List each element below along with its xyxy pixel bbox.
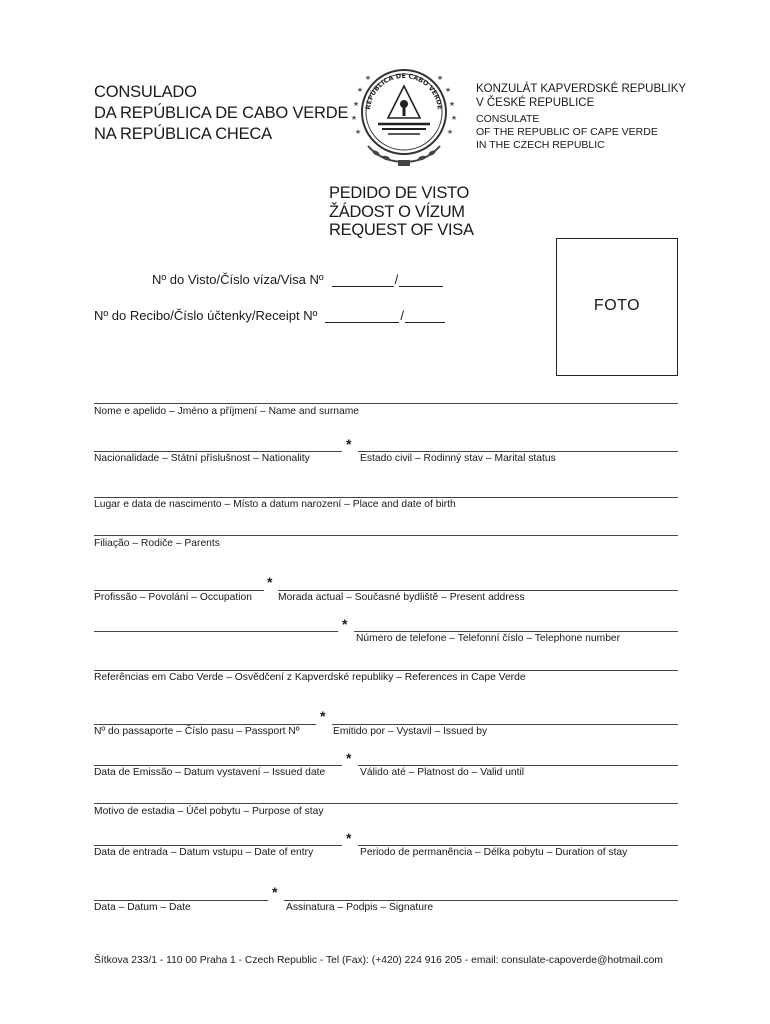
signature-label: Assinatura – Podpis – Signature xyxy=(286,902,434,913)
receipt-number-label: Nº do Recibo/Číslo účtenky/Receipt Nº xyxy=(94,308,318,323)
purpose-line[interactable] xyxy=(94,803,678,804)
references-label: Referências em Cabo Verde – Osvědčení z Kapverdské republiky – References in Cape Verde xyxy=(94,672,526,683)
separator-star: * xyxy=(272,884,278,900)
address-label: Morada actual – Současné bydliště – Present address xyxy=(278,592,525,603)
duration-line[interactable] xyxy=(358,845,678,846)
birth-label: Lugar e data de nascimento – Místo a datum narození – Place and date of birth xyxy=(94,499,456,510)
issued-by-line[interactable] xyxy=(332,724,678,725)
entry-date-line[interactable] xyxy=(94,845,342,846)
phone-line[interactable] xyxy=(354,631,678,632)
parents-label: Filiação – Rodiče – Parents xyxy=(94,538,220,549)
references-line[interactable] xyxy=(94,670,678,671)
svg-text:★: ★ xyxy=(450,114,458,122)
form-title xyxy=(329,184,474,240)
consulate-name-czech-english xyxy=(476,82,686,152)
valid-until-line[interactable] xyxy=(358,765,678,766)
visa-number-label: Nº do Visto/Číslo víza/Visa Nº xyxy=(152,272,324,287)
passport-label: Nº do passaporte – Číslo pasu – Passport Nº xyxy=(94,726,300,737)
receipt-number-field-1[interactable] xyxy=(325,310,399,323)
svg-text:★: ★ xyxy=(448,100,456,108)
occupation-label: Profissão – Povolání – Occupation xyxy=(94,592,252,603)
name-label: Nome e apelido – Jméno a příjmení – Name and surname xyxy=(94,406,359,417)
svg-text:★: ★ xyxy=(350,114,358,122)
svg-text:★: ★ xyxy=(436,74,444,82)
consulate-name-portuguese xyxy=(94,82,348,145)
svg-text:★: ★ xyxy=(364,74,372,82)
separator-star: * xyxy=(346,750,352,766)
entry-date-label: Data de entrada – Datum vstupu – Date of entry xyxy=(94,847,314,858)
svg-text:★: ★ xyxy=(444,86,452,94)
header-right-line-5: IN THE CZECH REPUBLIC xyxy=(476,139,605,151)
occupation-line[interactable] xyxy=(94,590,264,591)
separator-star: * xyxy=(346,436,352,452)
nationality-line[interactable] xyxy=(94,451,342,452)
visa-number-field-1[interactable] xyxy=(332,274,394,287)
seal-text: REPÚBLICA DE CABO VERDE xyxy=(364,71,444,111)
name-line[interactable] xyxy=(94,403,678,404)
visa-number-separator: / xyxy=(394,272,399,287)
separator-star: * xyxy=(267,574,273,590)
valid-until-label: Válido até – Platnost do – Valid until xyxy=(360,767,525,778)
photo-box[interactable] xyxy=(556,238,678,376)
footer-address: Šítkova 233/1 - 110 00 Praha 1 - Czech Republic - Tel (Fax): (+420) 224 916 205 - email: consulate-capoverde@hotmail.com xyxy=(94,955,663,966)
phone-label: Número de telefone – Telefonní číslo – Telephone number xyxy=(356,633,621,644)
header-right-line-4: OF THE REPUBLIC OF CAPE VERDE xyxy=(476,126,658,138)
address-line[interactable] xyxy=(278,590,678,591)
issued-by-label: Emitido por – Vystavil – Issued by xyxy=(333,726,488,737)
duration-label: Periodo de permanência – Délka pobytu – Duration of stay xyxy=(360,847,628,858)
address-line-2[interactable] xyxy=(94,631,338,632)
header-right-line-2: V ČESKÉ REPUBLICE xyxy=(476,97,595,109)
marital-label: Estado civil – Rodinný stav – Marital status xyxy=(360,453,556,464)
coat-of-arms-seal xyxy=(342,50,466,174)
svg-text:★: ★ xyxy=(352,100,360,108)
separator-star: * xyxy=(346,830,352,846)
marital-line[interactable] xyxy=(358,451,678,452)
photo-label: FOTO xyxy=(593,297,641,314)
purpose-label: Motivo de estadia – Účel pobytu – Purpose of stay xyxy=(94,806,324,817)
date-label: Data – Datum – Date xyxy=(94,902,191,913)
separator-star: * xyxy=(342,616,348,632)
receipt-number-separator: / xyxy=(400,308,404,323)
signature-line[interactable] xyxy=(284,900,678,901)
svg-text:★: ★ xyxy=(354,128,362,136)
parents-line[interactable] xyxy=(94,535,678,536)
date-line[interactable] xyxy=(94,900,268,901)
header-right-line-3: CONSULATE xyxy=(476,113,540,125)
issue-date-line[interactable] xyxy=(94,765,342,766)
header-left-line-3: NA REPÚBLICA CHECA xyxy=(94,125,272,143)
receipt-number-row xyxy=(94,308,445,323)
birth-line[interactable] xyxy=(94,497,678,498)
visa-number-field-2[interactable] xyxy=(399,274,443,287)
nationality-label: Nacionalidade – Státní příslušnost – Nationality xyxy=(94,453,310,464)
header-right-line-1: KONZULÁT KAPVERDSKÉ REPUBLIKY xyxy=(476,83,687,95)
receipt-number-field-2[interactable] xyxy=(405,310,445,323)
separator-star: * xyxy=(320,708,326,724)
svg-text:★: ★ xyxy=(446,128,454,136)
header-left-line-1: CONSULADO xyxy=(94,83,197,101)
svg-text:★: ★ xyxy=(356,86,364,94)
title-line-3: REQUEST OF VISA xyxy=(329,221,474,239)
passport-line[interactable] xyxy=(94,724,316,725)
title-line-1: PEDIDO DE VISTO xyxy=(329,184,470,202)
title-line-2: ŽÁDOST O VÍZUM xyxy=(329,202,465,221)
visa-number-row xyxy=(152,272,443,287)
header-left-line-2: DA REPÚBLICA DE CABO VERDE xyxy=(94,104,349,122)
issue-date-label: Data de Emissão – Datum vystavení – Issued date xyxy=(94,767,326,778)
